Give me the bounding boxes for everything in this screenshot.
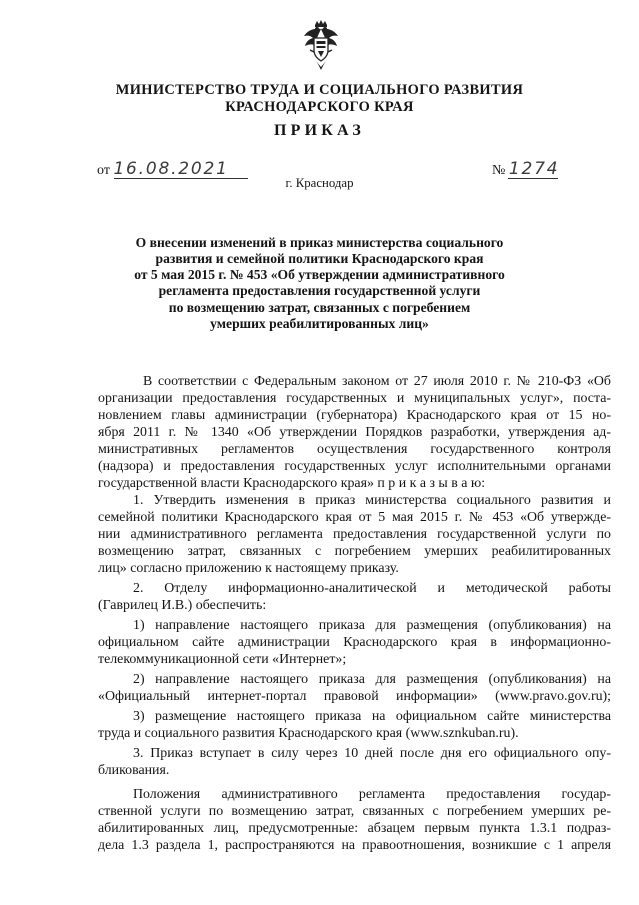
heading-line: умерших реабилитированных лиц» — [210, 316, 429, 331]
body-line: абилитированных лиц, предусмотренные: абзацем первым пункта 1.3.1 подраз- — [98, 821, 611, 836]
body-line: дела 1.3 раздела 1, распространяются на правоотношения, возникшие с 1 апреля — [98, 838, 611, 853]
number-prefix: № — [492, 163, 506, 178]
order-title: ПРИКАЗ — [273, 122, 366, 139]
body-line: нии административного регламента предоставления государственной услуги по — [98, 527, 611, 542]
body-line: Положения административного регламента предоставления государ- — [133, 787, 611, 802]
body-line: 1) направление настоящего приказа для размещения (опубликования) на — [133, 618, 611, 633]
body-line: министративных регламентов осуществления государственного контроля — [98, 442, 611, 457]
body-line: официальном сайте администрации Краснодарского края в информационно- — [98, 635, 611, 650]
body-line: лиц» согласно приложению к настоящему приказу. — [98, 561, 399, 576]
body-line: (Гаврилец И.В.) обеспечить: — [98, 598, 267, 613]
body-line: государственной власти Краснодарского края» п р и к а з ы в а ю: — [98, 476, 486, 491]
body-line: 3) размещение настоящего приказа на официальном сайте министерства — [133, 709, 611, 724]
heading-line: регламента предоставления государственной услуги — [158, 283, 481, 298]
body-line: ственной услуги по возмещению затрат, связанных с погребением умерших ре- — [98, 804, 611, 819]
body-line: ября 2011 г. № 1340 «Об утверждении Порядков разработки, утверждения ад- — [98, 425, 611, 440]
body-line: возмещению затрат, связанных с погребением умерших реабилитированных — [98, 544, 611, 559]
body-line: труда и социального развития Краснодарского края (www.sznkuban.ru). — [98, 726, 519, 741]
body-line: «Официальный интернет-портал правовой информации» (www.pravo.gov.ru); — [98, 689, 611, 704]
body-line: 1. Утвердить изменения в приказ министерства социального развития и — [133, 493, 611, 508]
date-prefix: от — [97, 163, 110, 178]
city: г. Краснодар — [285, 176, 354, 190]
body-line: 2. Отделу информационно-аналитической и методической работы — [133, 581, 611, 596]
date-value: 16.08.2021 — [113, 159, 229, 179]
body-line: новлением главы администрации (губернатора) Краснодарского края от 15 но- — [98, 408, 611, 423]
ministry-name-line-2: КРАСНОДАРСКОГО КРАЯ — [225, 99, 414, 115]
body-line: 2) направление настоящего приказа для размещения (опубликования) на — [133, 672, 611, 687]
coat-of-arms-icon — [302, 20, 340, 72]
body-line: В соответствии с Федеральным законом от 27 июля 2010 г. № 210-ФЗ «Об — [143, 374, 611, 389]
heading-line: О внесении изменений в приказ министерства социального — [135, 235, 504, 250]
heading-line: по возмещению затрат, связанных с погребением — [168, 300, 471, 315]
body-line: телекоммуникационной сети «Интернет»; — [98, 652, 347, 667]
body-line: (надзора) и предоставления государственных услуг исполнительными органами — [98, 459, 611, 474]
number-value: 1274 — [508, 159, 560, 179]
body-line: 3. Приказ вступает в силу через 10 дней после дня его официального опу- — [133, 746, 611, 761]
heading-line: развития и семейной политики Краснодарского края — [155, 251, 484, 266]
heading-line: от 5 мая 2015 г. № 453 «Об утверждении административного — [134, 267, 505, 282]
body-line: организации предоставления государственных и муниципальных услуг», поста- — [98, 391, 611, 406]
body-line: бликования. — [98, 763, 170, 778]
body-line: семейной политики Краснодарского края от 5 мая 2015 г. № 453 «Об утвержде- — [98, 510, 611, 525]
ministry-name-line-1: МИНИСТЕРСТВО ТРУДА И СОЦИАЛЬНОГО РАЗВИТИЯ — [115, 82, 524, 98]
